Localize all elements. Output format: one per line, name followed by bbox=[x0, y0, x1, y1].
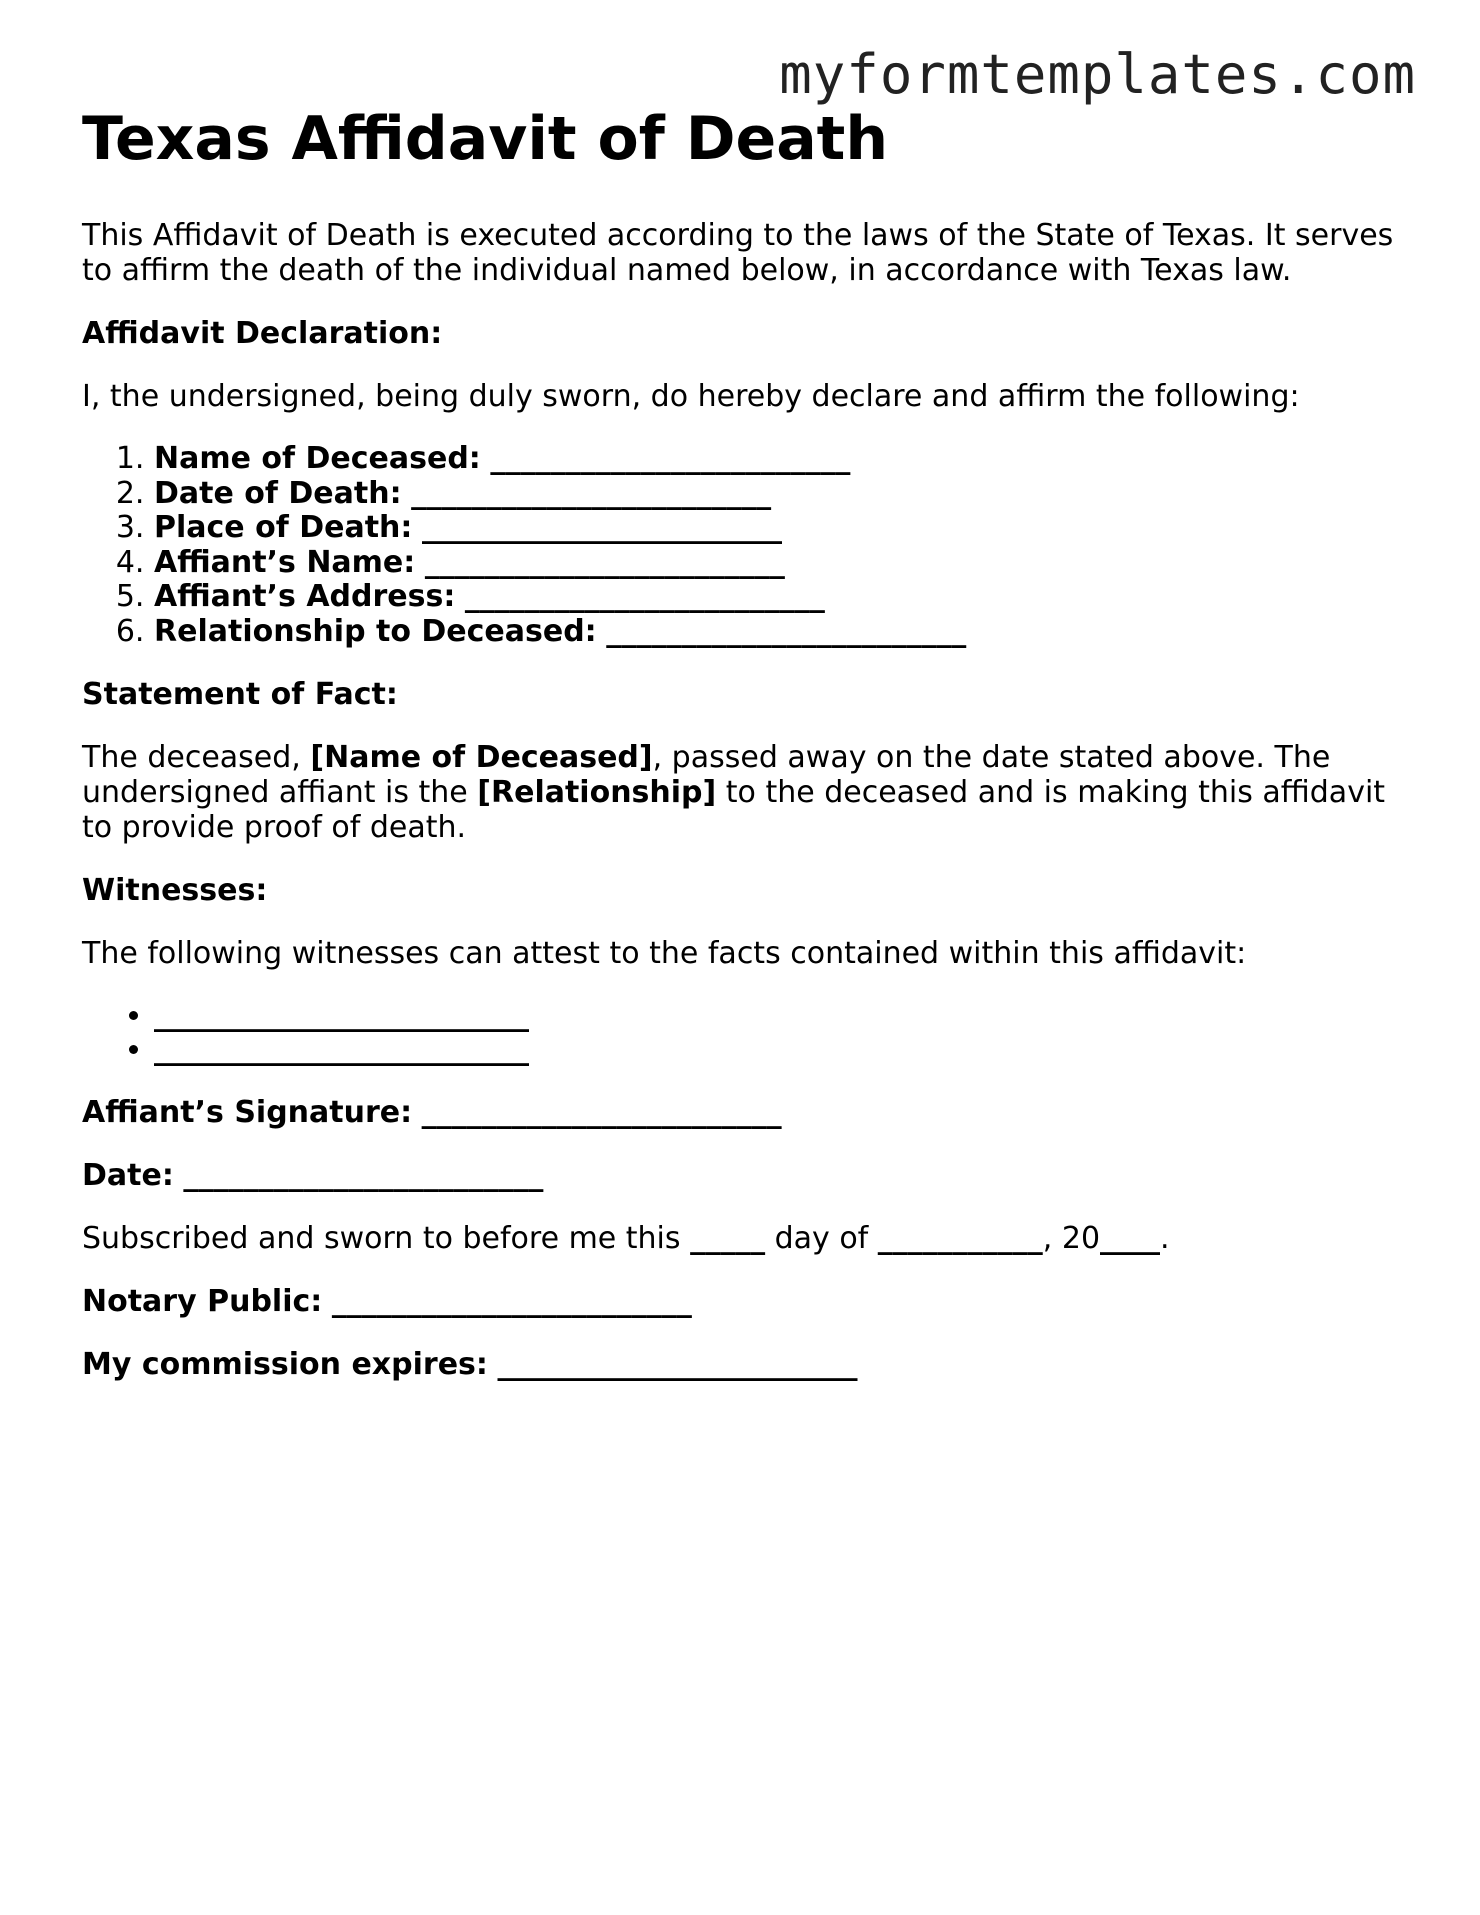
commission-label: My commission expires: bbox=[82, 1347, 488, 1382]
sworn-text: day of bbox=[765, 1221, 878, 1256]
statement-paragraph bbox=[82, 740, 1402, 845]
sworn-text: . bbox=[1160, 1221, 1170, 1256]
field-affiant-name bbox=[154, 546, 1402, 581]
placeholder-relationship: [Relationship] bbox=[477, 775, 717, 810]
field-blank[interactable]: ________________________ bbox=[424, 544, 785, 580]
signature-label: Affiant’s Signature: bbox=[82, 1095, 413, 1130]
witnesses-heading: Witnesses: bbox=[82, 873, 268, 908]
field-label: Date of Death: bbox=[154, 475, 402, 511]
field-blank[interactable]: ________________________ bbox=[464, 579, 825, 614]
sworn-text: , 20 bbox=[1042, 1221, 1101, 1256]
declaration-heading: Affidavit Declaration: bbox=[82, 316, 443, 351]
document-title: Texas Affidavit of Death bbox=[82, 104, 889, 174]
sworn-year-blank[interactable]: ____ bbox=[1100, 1221, 1161, 1256]
field-blank[interactable]: ________________________ bbox=[490, 441, 851, 476]
signature-blank[interactable]: ________________________ bbox=[421, 1095, 782, 1130]
field-label: Name of Deceased: bbox=[154, 441, 481, 476]
witness-line bbox=[154, 999, 1402, 1033]
field-relationship-to-deceased bbox=[154, 615, 1402, 650]
witnesses-text: The following witnesses can attest to the facts contained within this affidavit: bbox=[82, 936, 1247, 971]
notary-blank[interactable]: ________________________ bbox=[331, 1284, 692, 1319]
field-label: Place of Death: bbox=[154, 510, 413, 545]
field-blank[interactable]: ________________________ bbox=[411, 475, 772, 511]
date-blank[interactable]: ________________________ bbox=[183, 1158, 544, 1193]
witness-lines-list bbox=[82, 999, 1402, 1067]
statement-text: to the deceased and is making this affidavit to provide proof of death. bbox=[82, 775, 1386, 845]
commission-line bbox=[82, 1347, 1402, 1382]
field-blank[interactable]: ________________________ bbox=[606, 613, 967, 649]
field-place-of-death bbox=[154, 511, 1402, 546]
field-date-of-death bbox=[154, 477, 1402, 512]
placeholder-name-of-deceased: [Name of Deceased] bbox=[310, 740, 653, 775]
date-line bbox=[82, 1158, 1402, 1193]
field-blank[interactable]: ________________________ bbox=[421, 510, 782, 545]
witness-blank[interactable]: _________________________ bbox=[154, 1032, 529, 1067]
sworn-line bbox=[82, 1221, 1402, 1256]
statement-heading: Statement of Fact: bbox=[82, 677, 398, 712]
field-name-of-deceased bbox=[154, 442, 1402, 477]
sworn-day-blank[interactable]: _____ bbox=[690, 1221, 766, 1256]
intro-paragraph: This Affidavit of Death is executed according to the laws of the State of Texas. It serves to affirm the death of the individual named below, in accordance with Texas law. bbox=[82, 218, 1394, 288]
notary-line bbox=[82, 1284, 1402, 1319]
declaration-fields-list bbox=[82, 442, 1402, 649]
statement-text: , passed away on the date stated above. The undersigned affiant is the bbox=[82, 740, 1331, 810]
field-label: Affiant’s Address: bbox=[154, 579, 456, 614]
field-affiant-address bbox=[154, 580, 1402, 615]
date-label: Date: bbox=[82, 1158, 174, 1193]
witness-line bbox=[154, 1033, 1402, 1067]
field-label: Affiant’s Name: bbox=[154, 544, 416, 580]
statement-text: The deceased, bbox=[82, 740, 311, 775]
affidavit-document bbox=[82, 104, 1402, 1382]
declaration-text: I, the undersigned, being duly sworn, do hereby declare and affirm the following: bbox=[82, 379, 1300, 414]
sworn-month-blank[interactable]: ___________ bbox=[877, 1221, 1043, 1256]
field-label: Relationship to Deceased: bbox=[154, 613, 597, 649]
site-watermark: myformtemplates.com bbox=[779, 43, 1416, 106]
notary-label: Notary Public: bbox=[82, 1284, 323, 1319]
sworn-text: Subscribed and sworn to before me this bbox=[82, 1221, 691, 1256]
affiant-signature-line bbox=[82, 1095, 1402, 1130]
witness-blank[interactable]: _________________________ bbox=[154, 998, 529, 1033]
commission-blank[interactable]: ________________________ bbox=[497, 1347, 858, 1382]
